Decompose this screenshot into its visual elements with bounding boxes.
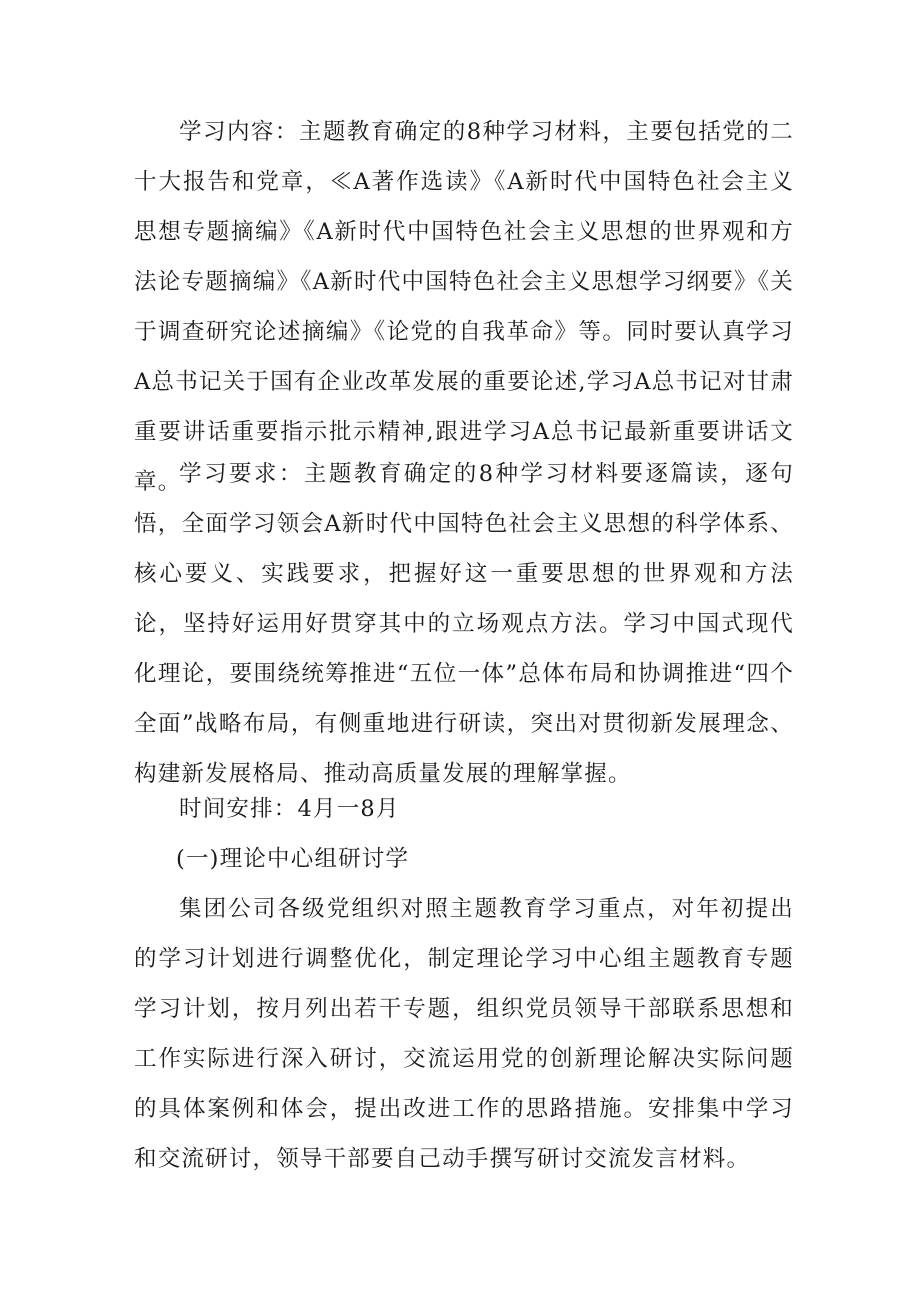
paragraph-theory-group-study: 集团公司各级党组织对照主题教育学习重点，对年初提出的学习计划进行调整优化，制定理论学习中心组主题教育专题学习计划，按月列出若干专题，组织党员领导干部联系思想和工作实际进行深入研讨，交流运用党的创新理论解决实际问题的具体案例和体会，提出改进工作的思路措施。安排集中学习和交流研讨，领导干部要自己动手撰写研讨交流发言材料。: [134, 896, 794, 1172]
paragraph-time-schedule: 时间安排：4月一8月: [179, 796, 400, 822]
section-heading-theory-group: (一)理论中心组研讨学: [176, 846, 410, 872]
paragraph-study-requirements: 学习要求：主题教育确定的8种学习材料要逐篇读，逐句悟，全面学习领会A新时代中国特色社会主义思想的科学体系、核心要义、实践要求，把握好这一重要思想的世界观和方法论，坚持好运用好贯穿其中的立场观点方法。学习中国式现代化理论，要围绕统筹推进“五位一体”总体布局和协调推进“四个全面”战略布局，有侧重地进行研读，突出对贯彻新发展理念、构建新发展格局、推动高质量发展的理解掌握。: [134, 461, 794, 787]
paragraph-study-content: 学习内容：主题教育确定的8种学习材料，主要包括党的二十大报告和党章，≪A著作选读》《A新时代中国特色社会主义思想专题摘编》《A新时代中国特色社会主义思想的世界观和方法论专题摘编》《A新时代中国特色社会主义思想学习纲要》《关于调查研究论述摘编》《论党的自我革命》等。同时要认真学习A总书记关于国有企业改革发展的重要论述,学习A总书记对甘肃重要讲话重要指示批示精神,跟进学习A总书记最新重要讲话文章。: [134, 119, 794, 495]
